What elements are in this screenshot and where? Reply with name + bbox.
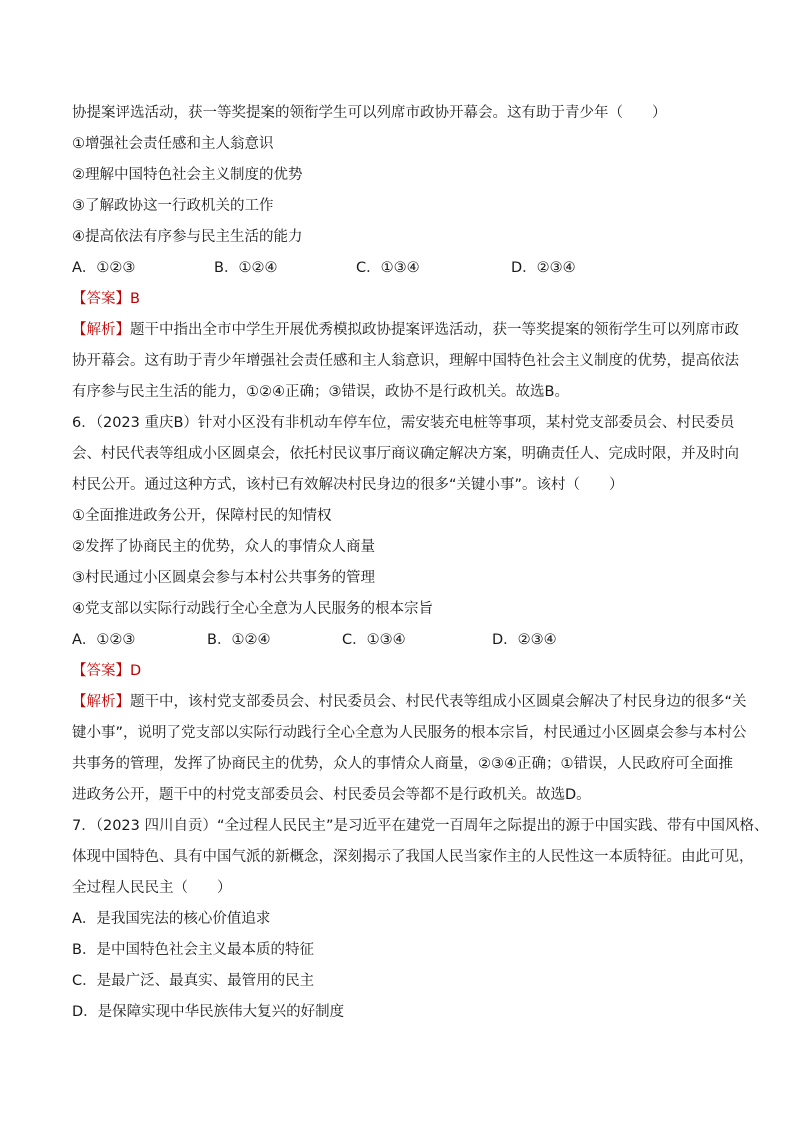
q5-analysis-line-2: 协开幕会。这有助于青少年增强社会责任感和主人翁意识，理解中国特色社会主义制度的优势，提高依法	[72, 353, 739, 369]
q6-options	[72, 625, 732, 656]
q6-analysis-line-3: 共事务的管理，发挥了协商民主的优势，众人的事情众人商量，②③④正确；①错误，人民政府可全面推	[72, 756, 733, 772]
q6-item-1: ①全面推进政务公开，保障村民的知情权	[72, 508, 332, 524]
q5-item-4: ④提高依法有序参与民主生活的能力	[72, 229, 303, 245]
q6-answer-label: 【答案】	[72, 663, 130, 679]
q5-analysis-line-1: 题干中指出全市中学生开展优秀模拟政协提案评选活动，获一等奖提案的领衔学生可以列席市政	[130, 322, 739, 338]
q7-stem-line-1: 7．（2023 四川自贡）“全过程人民民主”是习近平在建党一百周年之际提出的源于中国实践、带有中国风格、	[72, 818, 769, 834]
q7-option-d[interactable]: D．是保障实现中华民族伟大复兴的好制度	[72, 1004, 345, 1020]
q7-option-c[interactable]: C．是最广泛、最真实、最管用的民主	[72, 973, 315, 989]
q6-option-b[interactable]: B．①②④	[207, 632, 271, 648]
q7-stem	[72, 811, 769, 904]
q5-options	[72, 253, 732, 284]
q5-analysis-label: 【解析】	[72, 322, 130, 338]
q5-item-2: ②理解中国特色社会主义制度的优势	[72, 167, 303, 183]
q5-answer	[72, 284, 732, 315]
q5-analysis-line-3: 有序参与民主生活的能力，①②④正确；③错误，政协不是行政机关。故选B。	[72, 384, 569, 400]
q5-answer-label: 【答案】	[72, 291, 130, 307]
q6-analysis-line-4: 进政务公开，题干中的村党支部委员会、村民委员会等都不是行政机关。故选D。	[72, 787, 591, 803]
q6-stem-line-2: 会、村民代表等组成小区圆桌会，依托村民议事厅商议确定解决方案，明确责任人、完成时限，并及时向	[72, 446, 739, 462]
q6-stem-line-1: 6．（2023 重庆B）针对小区没有非机动车停车位，需安装充电桩等事项，某村党支部委员会、村民委员	[72, 415, 735, 431]
q5-item-1: ①增强社会责任感和主人翁意识	[72, 136, 274, 152]
q5-option-c[interactable]: C．①③④	[356, 260, 420, 276]
q5-answer-value: B	[130, 291, 140, 307]
q6-item-4: ④党支部以实际行动践行全心全意为人民服务的根本宗旨	[72, 601, 433, 617]
q6-analysis-line-1: 题干中，该村党支部委员会、村民委员会、村民代表等组成小区圆桌会解决了村民身边的很多“关	[130, 694, 747, 710]
q6-stem	[72, 408, 739, 501]
q7-option-a[interactable]: A．是我国宪法的核心价值追求	[72, 911, 271, 927]
document-page	[72, 98, 769, 1028]
q6-item-3: ③村民通过小区圆桌会参与本村公共事务的管理	[72, 570, 375, 586]
q6-option-d[interactable]: D．②③④	[492, 632, 557, 648]
q5-option-a[interactable]: A．①②③	[72, 260, 136, 276]
q6-answer	[72, 656, 732, 687]
q6-option-c[interactable]: C．①③④	[342, 632, 406, 648]
q6-item-2: ②发挥了协商民主的优势，众人的事情众人商量	[72, 539, 375, 555]
q6-analysis	[72, 687, 747, 811]
q5-option-b[interactable]: B．①②④	[214, 260, 278, 276]
q7-stem-line-3: 全过程人民民主（ ）	[72, 880, 232, 896]
q6-stem-line-3: 村民公开。通过这种方式，该村已有效解决村民身边的很多“关键小事”。该村（ ）	[72, 477, 624, 493]
q6-answer-value: D	[130, 663, 142, 679]
q6-analysis-line-2: 键小事”，说明了党支部以实际行动践行全心全意为人民服务的根本宗旨，村民通过小区圆桌会参与本村公	[72, 725, 747, 741]
q7-option-b[interactable]: B．是中国特色社会主义最本质的特征	[72, 942, 314, 958]
q6-analysis-label: 【解析】	[72, 694, 130, 710]
q7-stem-line-2: 体现中国特色、具有中国气派的新概念，深刻揭示了我国人民当家作主的人民性这一本质特征。由此可见，	[72, 849, 754, 865]
q5-option-d[interactable]: D．②③④	[511, 260, 576, 276]
q6-option-a[interactable]: A．①②③	[72, 632, 136, 648]
q5-item-3: ③了解政协这一行政机关的工作	[72, 198, 274, 214]
q5-analysis	[72, 315, 739, 408]
q5-stem: 协提案评选活动，获一等奖提案的领衔学生可以列席市政协开幕会。这有助于青少年（ ）	[72, 105, 667, 121]
